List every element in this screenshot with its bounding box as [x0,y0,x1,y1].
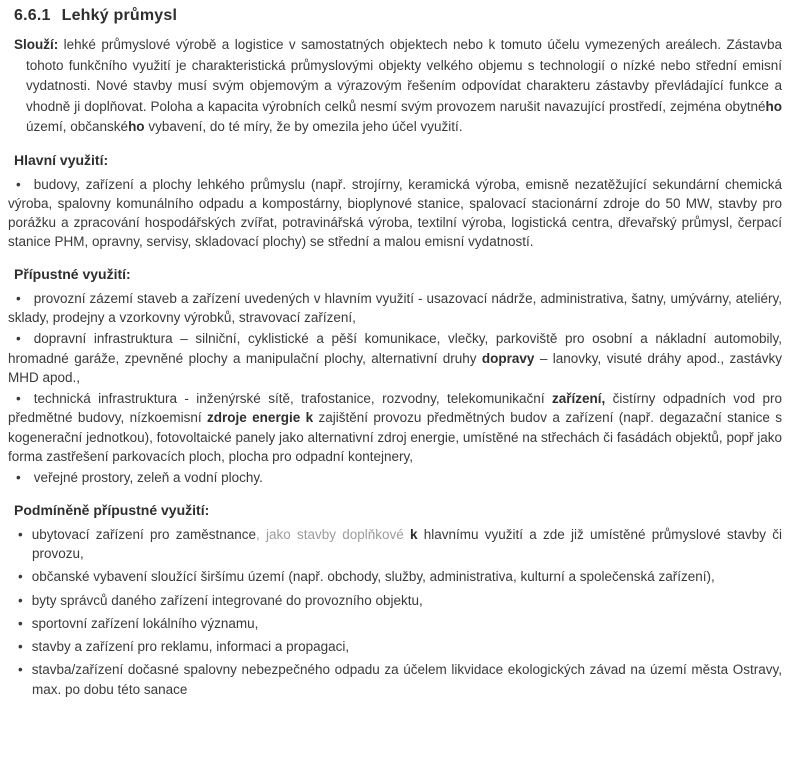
section-number: 6.6.1 [14,7,51,24]
bullet-icon: • [16,176,21,192]
section-main-use [8,152,782,252]
section-heading [14,7,782,25]
subsection-heading: Přípustné využití: [14,265,131,282]
section-title-text: Lehký průmysl [61,7,178,24]
bullet-text: technická infrastruktura - inženýrské sítě, trafostanice, rozvodny, telekomunikační zařízení, čistírny odpadních vod pro předmětné budovy, nízkoemisní zdroje energie k zajištění provozu předmětných budov a zařízení (např. degazační stanice s kogenerační jednotkou), fotovoltaické panely jako alternativní zdroj energie, umístěné na střechách či fasádách objektů, popř jako forma zastřešení parkovacích ploch, plocha pro odpadní kontejnery, [8,391,782,465]
subsection-heading: Hlavní využití: [14,151,109,168]
intro-paragraph: Slouží: lehké průmyslové výrobě a logistice v samostatných objektech nebo k tomuto účelu vymezených areálech. Zástavba tohoto funkčního využití je charakteristická průmyslovými objekty velkého objemu s technologií o nízké nebo střední emisní vydatnosti. Nové stavby musí svým objemovým a výrazovým řešením odpovídat charakteru zástavby převládající funkce a vhodně ji doplňovat. Poloha a kapacita výrobních celků nesmí svým provozem narušit navazující prostředí, zejména obytného území, občanského vybavení, do té míry, že by omezila jeho účel využití. [14,37,782,134]
bullet-item [18,567,782,586]
bullet-icon: • [16,331,21,347]
bullet-icon: • [18,639,23,655]
bullet-text: sportovní zařízení lokálního významu, [31,615,259,631]
bullet-item [18,591,782,610]
bullet-text: byty správců daného zařízení integrované do provozního objektu, [31,592,423,608]
bullet-icon: • [16,391,21,407]
bullet-item [8,329,782,387]
bullet-text: budovy, zařízení a plochy lehkého průmyslu (např. strojírny, keramická výroba, emisně nezatěžující sekundární chemická výroba, spalovny komunálního odpadu a kompostárny, bioplynové stanice, spalovací stacionární zdroje do 50 MW, stavby pro porážku a zpracování hospodářských zvířat, potravinářská výroba, textilní výroba, logistická centra, dřevařský průmysl, čerpací stanice PHM, opravny, servisy, skladovací plochy) se střední a malou emisní vydatností. [8,176,782,250]
bullet-item [8,468,782,487]
bullet-item [8,289,782,328]
section-permissible-use [8,266,782,488]
bullet-text: stavby a zařízení pro reklamu, informaci a propagaci, [31,639,350,655]
subsection-heading: Podmíněně přípustné využití: [14,501,210,518]
bullet-text: provozní zázemí staveb a zařízení uvedených v hlavním využití - usazovací nádrže, administrativa, šatny, umývárny, ateliéry, sklady, prodejny a vzorkovny výrobků, stravovací zařízení, [8,290,782,325]
bullet-text: veřejné prostory, zeleň a vodní plochy. [33,470,263,486]
section-conditionally-permissible-use [8,502,782,699]
bullet-icon: • [18,569,23,585]
bullet-item [18,525,782,564]
bullet-text: občanské vybavení sloužící širšímu území (např. obchody, služby, administrativa, kulturní a společenská zařízení), [31,569,715,585]
bullet-text: stavba/zařízení dočasné spalovny nebezpečného odpadu za účelem likvidace ekologických závad na území města Ostravy, max. po dobu této sanace [31,662,782,697]
bullet-icon: • [18,526,23,542]
bullet-icon: • [18,615,23,631]
bullet-item [8,389,782,466]
bullet-item [8,175,782,252]
bullet-item [18,660,782,699]
bullet-icon: • [18,662,23,678]
bullet-text: dopravní infrastruktura – silniční, cyklistické a pěší komunikace, vlečky, parkoviště pro osobní a nákladní automobily, hromadné garáže, zpevněné plochy a manipulační plochy, alternativní druhy dopravy – lanovky, visuté dráhy apod., zastávky MHD apod., [8,331,782,385]
bullet-item [18,637,782,656]
bullet-text: ubytovací zařízení pro zaměstnance, jako stavby doplňkové k hlavnímu využití a zde již umístěné průmyslové stavby či provozu, [31,526,782,561]
bullet-icon: • [16,470,21,486]
bullet-icon: • [18,592,23,608]
bullet-icon: • [16,290,21,306]
bullet-item [18,614,782,633]
